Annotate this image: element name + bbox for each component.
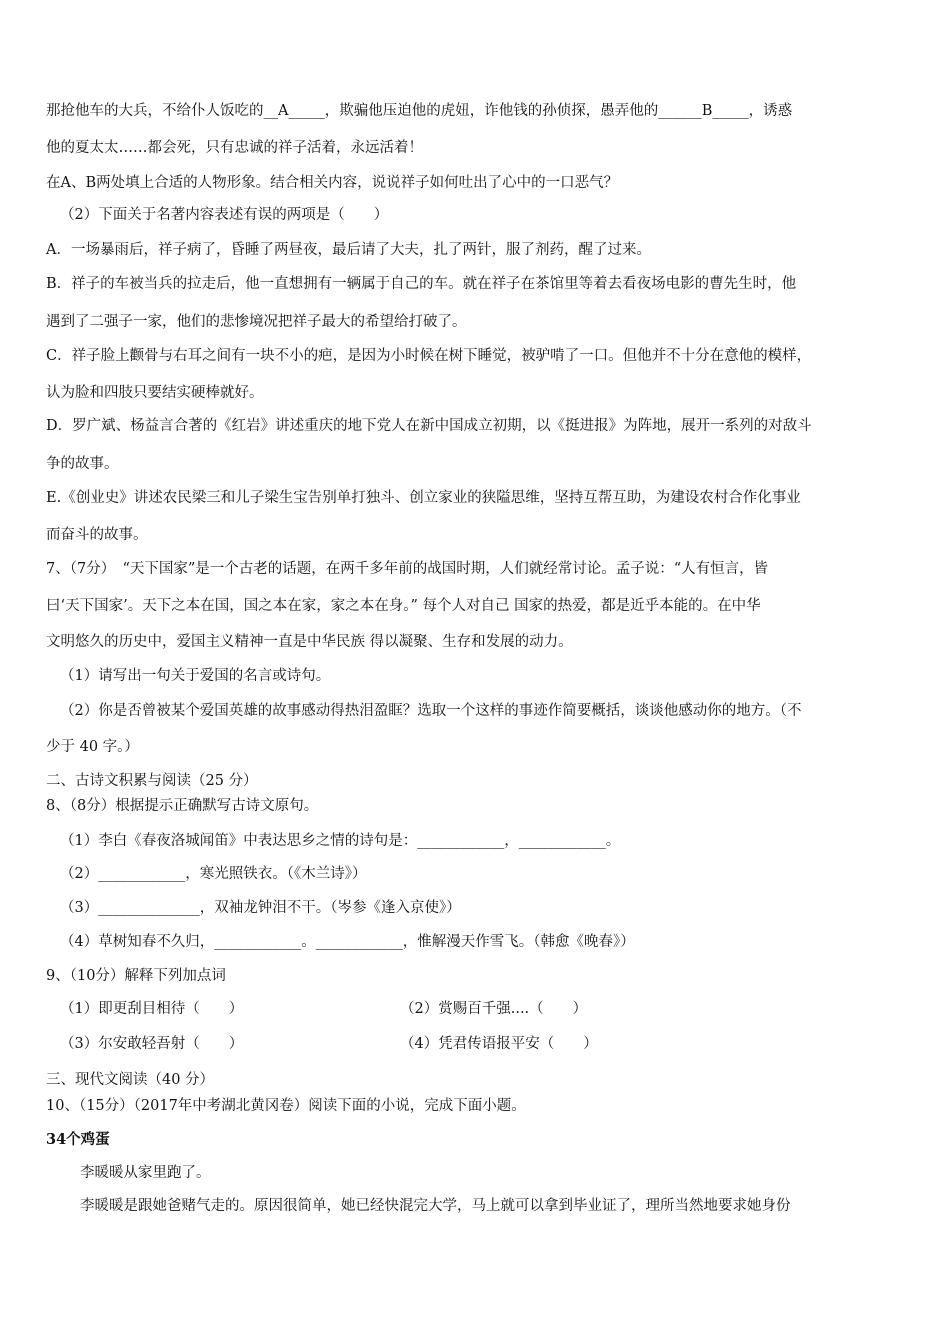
item-2: （2）赏赐百千强....（ ） xyxy=(400,1001,588,1017)
section-heading: 三、现代文阅读（40 分） xyxy=(46,1072,215,1088)
question-row xyxy=(60,1034,930,1054)
question-line: （2）你是否曾被某个爱国英雄的故事感动得热泪盈眶？选取一个这样的事迹作简要概括，谈谈他感动你的地方。（不 xyxy=(60,703,802,719)
text-line: 文明悠久的历史中，爱国主义精神一直是中华民族 得以凝聚、生存和发展的动力。 xyxy=(46,634,573,650)
question-10: 10、（15分）（2017年中考湖北黄冈卷）阅读下面的小说，完成下面小题。 xyxy=(46,1098,526,1114)
section-heading: 二、古诗文积累与阅读（25 分） xyxy=(46,773,258,789)
question-9: 9、（10分）解释下列加点词 xyxy=(46,968,226,984)
question-line: （1）请写出一句关于爱国的名言或诗句。 xyxy=(60,668,331,684)
text-line: 认为脸和四肢只要结实硬棒就好。 xyxy=(46,385,264,401)
option-e: E.《创业史》讲述农民梁三和儿子梁生宝告别单打独斗、创立家业的狭隘思维，坚持互帮互助，为建设农村合作化事业 xyxy=(46,490,801,506)
option-c: C．祥子脸上颧骨与右耳之间有一块不小的疤，是因为小时候在树下睡觉，被驴啃了一口。但他并不十分在意他的模样， xyxy=(46,348,812,364)
text-line: 那抢他车的大兵，不给仆人饭吃的__A_____，欺骗他压迫他的虎妞，诈他钱的孙侦探，愚弄他的______B_____，诱惑 xyxy=(46,103,793,119)
text-line: 在A、B两处填上合适的人物形象。结合相关内容，说说祥子如何吐出了心中的一口恶气？ xyxy=(46,175,619,191)
question-8: 8、（8分）根据提示正确默写古诗文原句。 xyxy=(46,798,319,814)
text-line: 他的夏太太……都会死，只有忠诚的祥子活着，永远活着！ xyxy=(46,140,423,156)
item-1: （1）即更刮目相待（ ） xyxy=(60,1001,244,1017)
question-row xyxy=(60,999,930,1019)
question-line: （2）下面关于名著内容表述有误的两项是（ ） xyxy=(60,207,389,223)
question-line: （2）____________，寒光照铁衣。（《木兰诗》） xyxy=(60,866,367,882)
option-d: D．罗广斌、杨益言合著的《红岩》讲述重庆的地下党人在新中国成立初期，以《挺进报》为阵地，展开一系列的对敌斗 xyxy=(46,418,812,434)
story-paragraph: 李暖暖从家里跑了。 xyxy=(80,1165,211,1181)
question-line: （1）李白《春夜洛城闻笛》中表达思乡之情的诗句是：____________，____________。 xyxy=(60,833,621,849)
text-line: 遇到了二强子一家，他们的悲惨境况把祥子最大的希望给打破了。 xyxy=(46,314,467,330)
text-line: 而奋斗的故事。 xyxy=(46,527,148,543)
story-title: 34个鸡蛋 xyxy=(46,1131,110,1148)
question-line: （4）草树知春不久归，____________。____________，惟解漫天作雪飞。（韩愈《晚春》） xyxy=(60,934,635,950)
text-line: 少于 40 字。） xyxy=(46,739,139,755)
item-4: （4）凭君传语报平安（ ） xyxy=(400,1036,598,1052)
option-b: B．祥子的车被当兵的拉走后，他一直想拥有一辆属于自己的车。就在祥子在茶馆里等着去看夜场电影的曹先生时，他 xyxy=(46,276,797,292)
question-7: 7、（7分） “天下国家”是一个古老的话题，在两千多年前的战国时期，人们就经常讨论。孟子说：“人有恒言，皆 xyxy=(46,561,769,577)
text-line: 争的故事。 xyxy=(46,456,119,472)
story-paragraph: 李暖暖是跟她爸赌气走的。原因很简单，她已经快混完大学，马上就可以拿到毕业证了，理所当然地要求她身份 xyxy=(80,1198,791,1214)
option-a: A．一场暴雨后，祥子病了，昏睡了两昼夜，最后请了大夫，扎了两针，服了剂药，醒了过来。 xyxy=(46,242,651,258)
item-3: （3）尔安敢轻吾射（ ） xyxy=(60,1036,244,1052)
text-line: 曰‘天下国家’。天下之本在国，国之本在家，家之本在身。” 每个人对自己 国家的热爱，都是近乎本能的。在中华 xyxy=(46,598,761,614)
question-line: （3）______________，双袖龙钟泪不干。（岑参《逢入京使》） xyxy=(60,900,461,916)
